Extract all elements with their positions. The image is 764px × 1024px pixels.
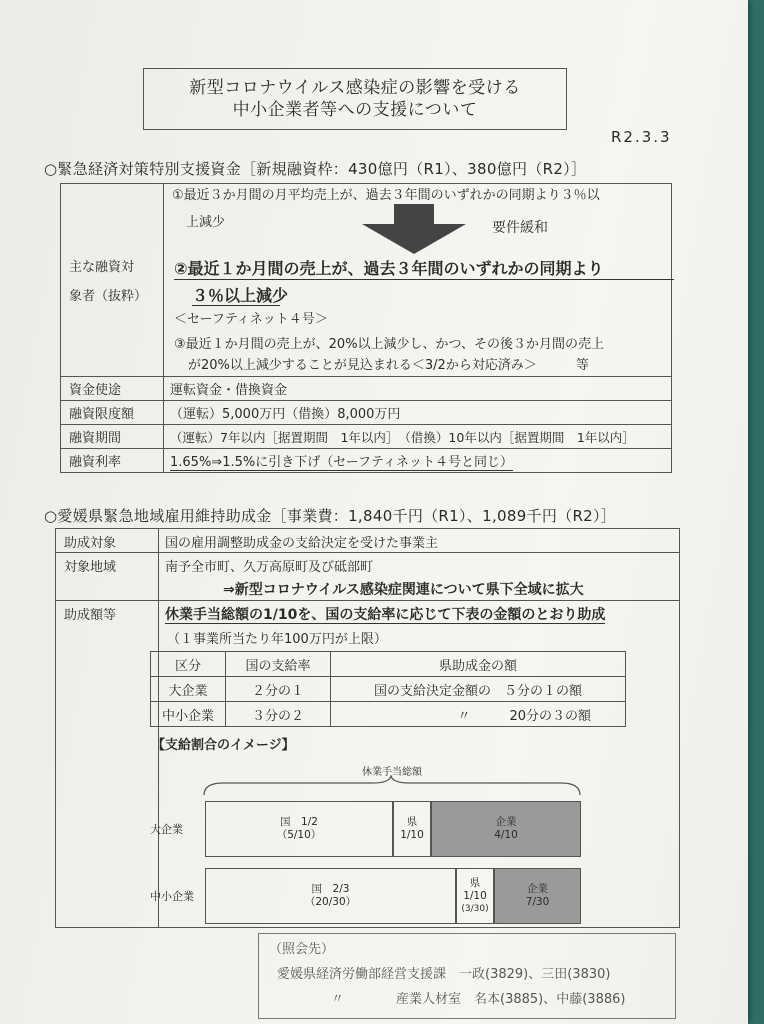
amount-label: 助成額等 — [56, 601, 159, 928]
contact-line1: 愛媛県経済労働部経営支援課 一政(3829)、三田(3830) — [277, 967, 611, 982]
use-label: 資金使途 — [61, 377, 164, 401]
document-date: R2.3.3 — [611, 128, 672, 146]
period-value: （運転）7年以内［据置期間 1年以内］ （借換）10年以内［据置期間 1年以内］ — [164, 425, 672, 449]
item2-line2: ３％以上減少 — [192, 286, 289, 305]
bar-segment-国 — [205, 801, 393, 857]
rate-value — [164, 449, 672, 473]
bar-segment-text: 1/10 — [400, 829, 424, 841]
bar-segment-企業 — [494, 868, 581, 924]
bar-segment-text: 企業 — [527, 883, 548, 895]
limit-value: （運転）5,000万円（借換）8,000万円 — [164, 401, 672, 425]
relax-label: 要件緩和 — [492, 220, 548, 236]
image-title: 【支給割合のイメージ】 — [152, 738, 295, 753]
item1-line2: 上減少 — [186, 215, 226, 230]
item1-line1: ①最近３か月間の月平均売上が、過去３年間のいずれかの同期より３％以 — [172, 188, 600, 203]
item2-underline-1 — [174, 279, 674, 280]
rate-table-header-2: 国の支給率 — [226, 652, 331, 677]
amount-line1: 休業手当総額の1/10を、国の支給率に応じて下表の金額のとおり助成 — [165, 607, 606, 623]
target-label-1: 主な融資対 — [69, 260, 135, 275]
contact-line2: 〃 産業人材室 名本(3885)、中藤(3886) — [331, 992, 626, 1007]
title-box — [143, 68, 567, 130]
bar-segment-text: 国 1/2 — [280, 816, 318, 828]
area-line1: 南予全市町、久万高原町及び砥部町 — [165, 560, 374, 575]
rate-table-header-3: 県助成金の額 — [331, 652, 626, 677]
total-label: 休業手当総額 — [362, 767, 422, 778]
limit-label: 融資限度額 — [61, 401, 164, 425]
title-line-2: 中小企業者等への支援について — [232, 100, 478, 120]
bar-label: 中小企業 — [150, 890, 194, 903]
area-value-cell — [159, 553, 680, 601]
rate-table-cell: 中小企業 — [151, 702, 226, 727]
subject-label: 助成対象 — [56, 529, 159, 553]
target-label-cell — [61, 184, 164, 377]
bar-segment-text: （20/30） — [304, 896, 357, 908]
bar-segment-text: 国 2/3 — [311, 883, 350, 895]
bar-segment-text: (3/30) — [461, 903, 489, 914]
item2-line3: ＜セーフティネット４号＞ — [174, 312, 328, 327]
contact-box — [258, 933, 676, 1019]
section2-heading: ○愛媛県緊急地域雇用維持助成金［事業費：1,840千円（R1）、1,089千円（R2）］ — [44, 507, 617, 525]
contact-title: （照会先） — [269, 942, 335, 957]
area-label: 対象地域 — [56, 553, 159, 601]
bar-segment-text: 7/30 — [525, 896, 550, 908]
bar-segment-text: 県 — [406, 816, 418, 828]
rate-table-cell: 大企業 — [151, 677, 226, 702]
bar-segment-text: 企業 — [495, 816, 517, 828]
rate-table-cell: 〃 20分の３の額 — [331, 702, 626, 727]
total-brace-icon — [203, 775, 583, 799]
bar-label: 大企業 — [150, 823, 183, 836]
subject-value: 国の雇用調整助成金の支給決定を受けた事業主 — [159, 529, 680, 553]
rate-table-cell: ２分の１ — [226, 677, 331, 702]
rate-table — [150, 651, 626, 727]
use-value: 運転資金・借換資金 — [164, 377, 672, 401]
rate-label: 融資利率 — [61, 449, 164, 473]
item2-line1: ②最近１か月間の売上が、過去３年間のいずれかの同期より — [174, 259, 604, 278]
item3-line2: が20%以上減少することが見込まれる＜3/2から対応済み＞ 等 — [188, 358, 589, 373]
section1-heading: ○緊急経済対策特別支援資金［新規融資枠：430億円（R1）、380億円（R2）］ — [44, 160, 587, 178]
bar-segment-県 — [393, 801, 431, 857]
title-line-1: 新型コロナウイルス感染症の影響を受ける — [189, 78, 521, 98]
bar-segment-text: （5/10） — [276, 829, 322, 841]
rate-table-header-1: 区分 — [151, 652, 226, 677]
target-content-cell — [164, 184, 672, 377]
bar-segment-text: 1/10 — [463, 889, 487, 902]
down-arrow-icon — [354, 204, 474, 256]
target-label-2: 象者（抜粋） — [69, 289, 148, 304]
bar-segment-県 — [456, 868, 494, 924]
bar-segment-text: 4/10 — [494, 829, 518, 841]
area-line2: ⇒新型コロナウイルス感染症関連について県下全域に拡大 — [223, 582, 584, 598]
bar-segment-企業 — [431, 801, 581, 857]
rate-table-cell: ３分の２ — [226, 702, 331, 727]
amount-line2: （１事業所当たり年100万円が上限） — [167, 632, 387, 647]
loan-table — [60, 183, 672, 473]
item2-underline-2 — [192, 305, 280, 306]
rate-table-cell: 国の支給決定金額の ５分の１の額 — [331, 677, 626, 702]
bar-segment-text: 県 — [469, 876, 481, 889]
item3-line1: ③最近１か月間の売上が、20%以上減少し、かつ、その後３か月間の売上 — [174, 337, 605, 352]
bar-segment-国 — [205, 868, 456, 924]
rate-value-text: 1.65%⇒1.5%に引き下げ（セーフティネット４号と同じ） — [170, 455, 514, 470]
period-label: 融資期間 — [61, 425, 164, 449]
